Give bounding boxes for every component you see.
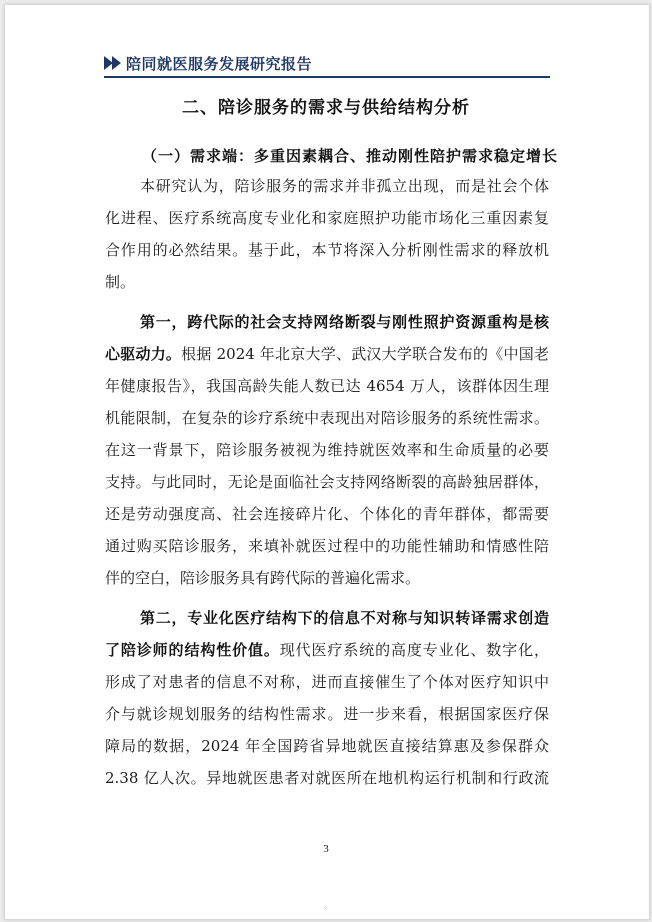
paragraph-text: 现代医疗系统的高度专业化、数字化， [279,641,549,659]
paragraph-3-line: 障局的数据，2024 年全国跨省异地就医直接结算惠及参保群众 [105,737,549,755]
paragraph-3-line [105,638,549,662]
paragraph-3-line: 介与就诊规划服务的结构性需求。进一步来看，根据国家医疗保 [105,705,549,723]
paragraph-3-line: 形成了对患者的信息不对称，进而直接催生了个体对医疗知识中 [105,673,549,691]
page-header [104,49,550,77]
paragraph-2-line: 在这一背景下，陪诊服务被视为维持就医效率和生命质量的必要 [105,441,549,459]
paragraph-text: 根据 2024 年北京大学、武汉大学联合发布的《中国老 [181,345,549,363]
paragraph-1-line: 合作用的必然结果。基于此，本节将深入分析刚性需求的释放机 [105,241,549,259]
paragraph-2-lead [140,310,549,334]
bottom-mark: ◦ [324,903,327,912]
paragraph-3-line: 2.38 亿人次。异地就医患者对就医所在地机构运行机制和行政流 [105,769,549,787]
paragraph-2-line: 通过购买陪诊服务，来填补就医过程中的功能性辅助和情感性陪 [105,537,549,555]
paragraph-2-line: 支持。与此同时，无论是面临社会支持网络断裂的高龄独居群体， [105,473,549,491]
paragraph-2-line: 伴的空白，陪诊服务具有跨代际的普遍化需求。 [105,569,421,587]
report-title: 陪同就医服务发展研究报告 [126,55,313,73]
double-arrow-icon [104,55,128,71]
paragraph-2-line: 还是劳动强度高、社会连接碎片化、个体化的青年群体，都需要 [105,505,549,523]
header-divider [104,76,550,78]
bold-lead: 第二，专业化医疗结构下的信息不对称与知识转译需求创造 [140,609,549,627]
paragraph-2-line: 机能限制，在复杂的诊疗系统中表现出对陪诊服务的系统性需求。 [105,409,549,427]
subsection-title: （一）需求端：多重因素耦合、推动刚性陪护需求稳定增长 [142,147,559,165]
page-number: 3 [323,843,329,855]
bold-lead: 第一，跨代际的社会支持网络断裂与刚性照护资源重构是核 [140,313,549,331]
paragraph-1-line: 制。 [105,273,136,291]
paragraph-2-line: 年健康报告》，我国高龄失能人数已达 4654 万人，该群体因生理 [105,377,549,395]
section-title: 二、陪诊服务的需求与供给结构分析 [182,98,470,118]
bold-lead: 了陪诊师的结构性价值。 [105,641,280,659]
paragraph-3-lead [140,606,549,630]
bold-lead: 心驱动力。 [105,345,182,363]
paragraph-2-line [105,342,549,366]
paragraph-1-line: 本研究认为，陪诊服务的需求并非孤立出现，而是社会个体 [140,177,549,195]
paragraph-1-line: 化进程、医疗系统高度专业化和家庭照护功能市场化三重因素复 [105,209,549,227]
